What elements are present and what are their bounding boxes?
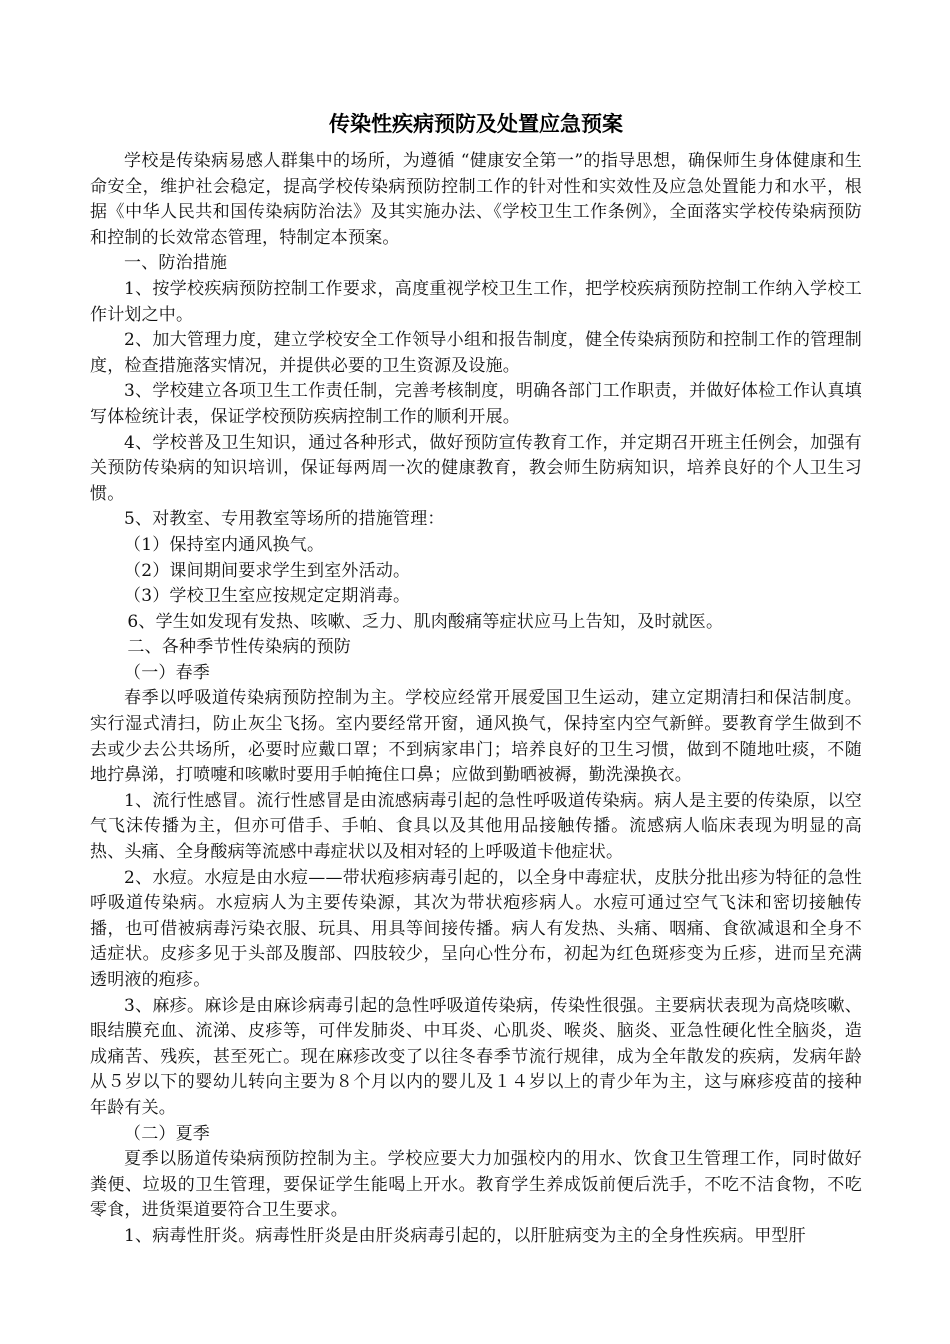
hepatitis-paragraph: 1、病毒性肝炎。病毒性肝炎是由肝炎病毒引起的，以肝脏病变为主的全身性疾病。甲型肝 [124,1225,806,1246]
document-body [90,108,862,1250]
subsection-heading-spring: （一）春季 [124,662,210,683]
intro-paragraph: 学校是传染病易感人群集中的场所，为遵循 “健康安全第一”的指导思想，确保师生身体健康和生命安全，维护社会稳定，提高学校传染病预防控制工作的针对性和实效性及应急处置能力和水平，根据《中华人民共和国传染病防治法》及其实施办法、《学校卫生工作条例》，全面落实学校传染病预防和控制的长效常态管理，特制定本预案。 [90,151,862,248]
measure-item-6: 6、学生如发现有发热、咳嗽、乏力、肌肉酸痛等症状应马上告知，及时就医。 [127,611,724,632]
measure-item-4: 4、学校普及卫生知识，通过各种形式，做好预防宣传教育工作，并定期召开班主任例会，加强有关预防传染病的知识培训，保证每两周一次的健康教育，教会师生防病知识，培养良好的个人卫生习惯。 [90,432,862,504]
measure-item-5: 5、对教室、专用教室等场所的措施管理： [124,509,445,530]
subsection-heading-summer: （二）夏季 [124,1123,210,1144]
measure-item-3: 3、学校建立各项卫生工作责任制，完善考核制度，明确各部门工作职责，并做好体检工作认真填写体检统计表，保证学校预防疾病控制工作的顺利开展。 [90,381,862,427]
document-title: 传染性疾病预防及处置应急预案 [329,112,623,136]
measure-subitem-2: （2）课间期间要求学生到室外活动。 [124,560,411,581]
measure-subitem-3: （3）学校卫生室应按规定定期消毒。 [124,586,411,607]
section-heading-prevention: 一、防治措施 [124,253,228,274]
influenza-paragraph: 1、流行性感冒。流行性感冒是由流感病毒引起的急性呼吸道传染病。病人是主要的传染原，以空气飞沫传播为主，但亦可借手、手帕、食具以及其他用品接触传播。流感病人临床表现为明显的高热、头痛、全身酸病等流感中毒症状以及相对轻的上呼吸道卡他症状。 [90,790,862,863]
spring-paragraph: 春季以呼吸道传染病预防控制为主。学校应经常开展爱国卫生运动，建立定期清扫和保洁制度。实行湿式清扫，防止灰尘飞扬。室内要经常开窗，通风换气，保持室内空气新鲜。要教育学生做到不去或少去公共场所，必要时应戴口罩；不到病家串门；培养良好的卫生习惯，做到不随地吐痰，不随地拧鼻涕，打喷嚏和咳嗽时要用手帕掩住口鼻；应做到勤晒被褥，勤洗澡换衣。 [90,688,862,786]
chickenpox-paragraph: 2、水痘。水痘是由水痘——带状疱疹病毒引起的，以全身中毒症状，皮肤分批出疹为特征的急性呼吸道传染病。水痘病人为主要传染源，其次为带状疱疹病人。水痘可通过空气飞沫和密切接触传播，也可借被病毒污染衣服、玩具、用具等间接传播。病人有发热、头痛、咽痛、食欲减退和全身不适症状。皮疹多见于头部及腹部、四肢较少，呈向心性分布，初起为红色斑疹变为丘疹，进而呈充满透明液的疱疹。 [90,867,862,990]
measles-paragraph: 3、麻疹。麻诊是由麻诊病毒引起的急性呼吸道传染病，传染性很强。主要病状表现为高烧咳嗽、眼结膜充血、流涕、皮疹等，可伴发肺炎、中耳炎、心肌炎、喉炎、脑炎、亚急性硬化性全脑炎，造成痛苦、残疾，甚至死亡。现在麻疹改变了以往冬春季节流行规律，成为全年散发的疾病，发病年龄从５岁以下的婴幼儿转向主要为８个月以内的婴儿及１４岁以上的青少年为主，这与麻疹疫苗的接种年龄有关。 [90,995,862,1118]
measure-item-2: 2、加大管理力度，建立学校安全工作领导小组和报告制度，健全传染病预防和控制工作的管理制度，检查措施落实情况，并提供必要的卫生资源及设施。 [90,330,862,376]
measure-subitem-1: （1）保持室内通风换气。 [124,534,325,555]
summer-paragraph: 夏季以肠道传染病预防控制为主。学校应要大力加强校内的用水、饮食卫生管理工作，同时做好粪便、垃圾的卫生管理，要保证学生能喝上开水。教育学生养成饭前便后洗手，不吃不洁食物，不吃零食，进货渠道要符合卫生要求。 [90,1149,862,1221]
measure-item-1: 1、按学校疾病预防控制工作要求，高度重视学校卫生工作，把学校疾病预防控制工作纳入学校工作计划之中。 [90,278,862,325]
section-heading-seasonal: 二、各种季节性传染病的预防 [127,637,351,658]
